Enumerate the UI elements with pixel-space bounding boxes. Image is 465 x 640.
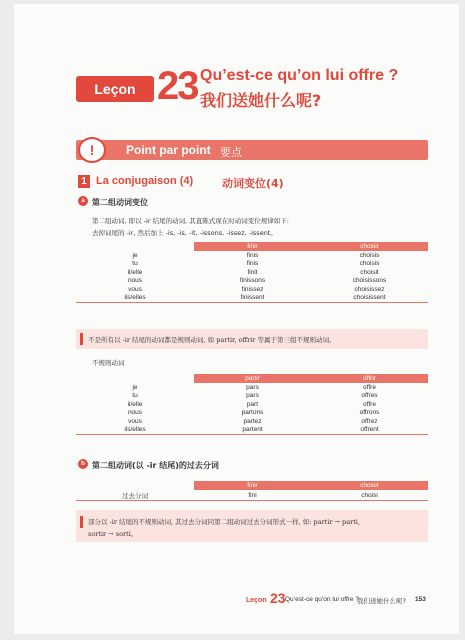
- table-cell: pars: [246, 384, 259, 392]
- pronoun-cell: tu: [132, 260, 138, 268]
- row-label-cell: 过去分词: [76, 490, 194, 501]
- lesson-number: 23: [157, 64, 198, 108]
- pronoun-cell: il/elle: [127, 268, 143, 276]
- table-header: choisir: [311, 481, 428, 490]
- table-cell: part: [246, 400, 259, 408]
- table-cell: offre: [363, 384, 376, 392]
- table-cell: offrons: [359, 409, 380, 417]
- table-header: offrir: [311, 374, 428, 383]
- footer-lesson-number: 23: [270, 590, 286, 606]
- table-cell: finis: [246, 252, 259, 260]
- table-cell: partons: [241, 409, 264, 417]
- table-cell: finissent: [194, 294, 311, 303]
- table-cell: pars: [246, 392, 259, 400]
- table-cell: finissons: [239, 277, 266, 285]
- pronoun-cell: je: [132, 384, 138, 392]
- pronoun-cell: ils/elles: [76, 426, 194, 435]
- note-marker: [80, 333, 83, 345]
- table-header: partir: [194, 374, 311, 383]
- pronoun-cell: nous: [127, 277, 143, 285]
- note-text: 不是所有以 -ir 结尾的动词都是规则动词, 如 partir, offrir 等属于第三组不规则动词。: [88, 336, 336, 344]
- note-marker: [80, 516, 83, 528]
- pronoun-cell: vous: [128, 417, 142, 425]
- subsection-title-a: 第二组动词变位: [92, 198, 148, 207]
- textbook-page: [14, 4, 459, 634]
- table-cell: partent: [194, 426, 311, 435]
- table-header-empty: [76, 481, 194, 490]
- table-header: choisir: [311, 242, 428, 251]
- pronoun-cell: tu: [132, 392, 138, 400]
- pronoun-cell: vous: [128, 285, 142, 293]
- footer-lecon-label: Leçon: [246, 597, 267, 604]
- table-cell: offrez: [361, 417, 378, 425]
- note-text-line-2: sortir → sorti。: [88, 530, 138, 538]
- point-par-point-title-cn: 要点: [220, 146, 242, 159]
- table-cell: choisis: [359, 260, 380, 268]
- page-number: 153: [415, 596, 426, 603]
- rule-line-2: 去掉词尾的 -ir, 然后加上 -is, -is, -it, -issons, -issez, -issent。: [92, 229, 277, 237]
- pronoun-cell: je: [132, 252, 138, 260]
- table-cell: choisit: [360, 268, 379, 276]
- subsection-title-b: 第二组动词(以 -ir 结尾)的过去分词: [92, 461, 219, 470]
- table-cell: partez: [243, 417, 262, 425]
- table-cell: finit: [247, 268, 258, 276]
- table-cell: offres: [361, 392, 378, 400]
- lesson-title-fr: Qu’est-ce qu’on lui offre ?: [200, 67, 399, 84]
- table-header: finir: [194, 481, 311, 490]
- subsection-marker-a: a: [78, 196, 88, 206]
- table-cell: choisissez: [354, 285, 385, 293]
- pronoun-cell: ils/elles: [76, 294, 194, 303]
- table-cell: finis: [246, 260, 259, 268]
- conjugation-table-regular: [76, 242, 428, 303]
- lecon-badge: Leçon: [76, 76, 154, 102]
- section-title: La conjugaison (4): [96, 175, 194, 187]
- exclamation-icon: !: [78, 137, 106, 163]
- note-box-2: [76, 510, 428, 542]
- note-box-1: [76, 329, 428, 349]
- table-cell: choisis: [359, 252, 380, 260]
- table-cell: finissez: [241, 285, 264, 293]
- conjugation-table-irregular: [76, 374, 428, 435]
- table-cell: fini: [194, 490, 311, 501]
- lesson-title-cn: 我们送她什么呢?: [200, 91, 322, 110]
- past-participle-table: [76, 481, 428, 501]
- table-cell: choisissent: [311, 294, 428, 303]
- table-header-empty: [76, 242, 194, 251]
- table-header: finir: [194, 242, 311, 251]
- footer-title-cn: 我们送她什么呢?: [357, 597, 406, 605]
- table-cell: offrent: [311, 426, 428, 435]
- point-par-point-title: Point par point: [126, 143, 211, 157]
- table-header-empty: [76, 374, 194, 383]
- section-number: 1: [78, 175, 90, 188]
- table-cell: choisissons: [352, 277, 387, 285]
- irregular-label: 不规则动词: [92, 359, 125, 367]
- pronoun-cell: nous: [127, 409, 143, 417]
- rule-line-1: 第二组动词, 即以 -ir 结尾的动词, 其直陈式现在时动词变位规律如下:: [92, 217, 289, 225]
- note-text-line-1: 部分以 -ir 结尾的不规则动词, 其过去分词同第二组动词过去分词形式一样, 如: partir → parti,: [88, 518, 360, 526]
- pronoun-cell: il/elle: [127, 400, 143, 408]
- table-cell: offre: [363, 400, 376, 408]
- table-cell: choisi: [311, 490, 428, 501]
- section-title-cn: 动词变位(4): [222, 177, 284, 190]
- footer-title-fr: Qu’est-ce qu’on lui offre ?: [285, 596, 359, 603]
- subsection-marker-b: b: [78, 459, 88, 469]
